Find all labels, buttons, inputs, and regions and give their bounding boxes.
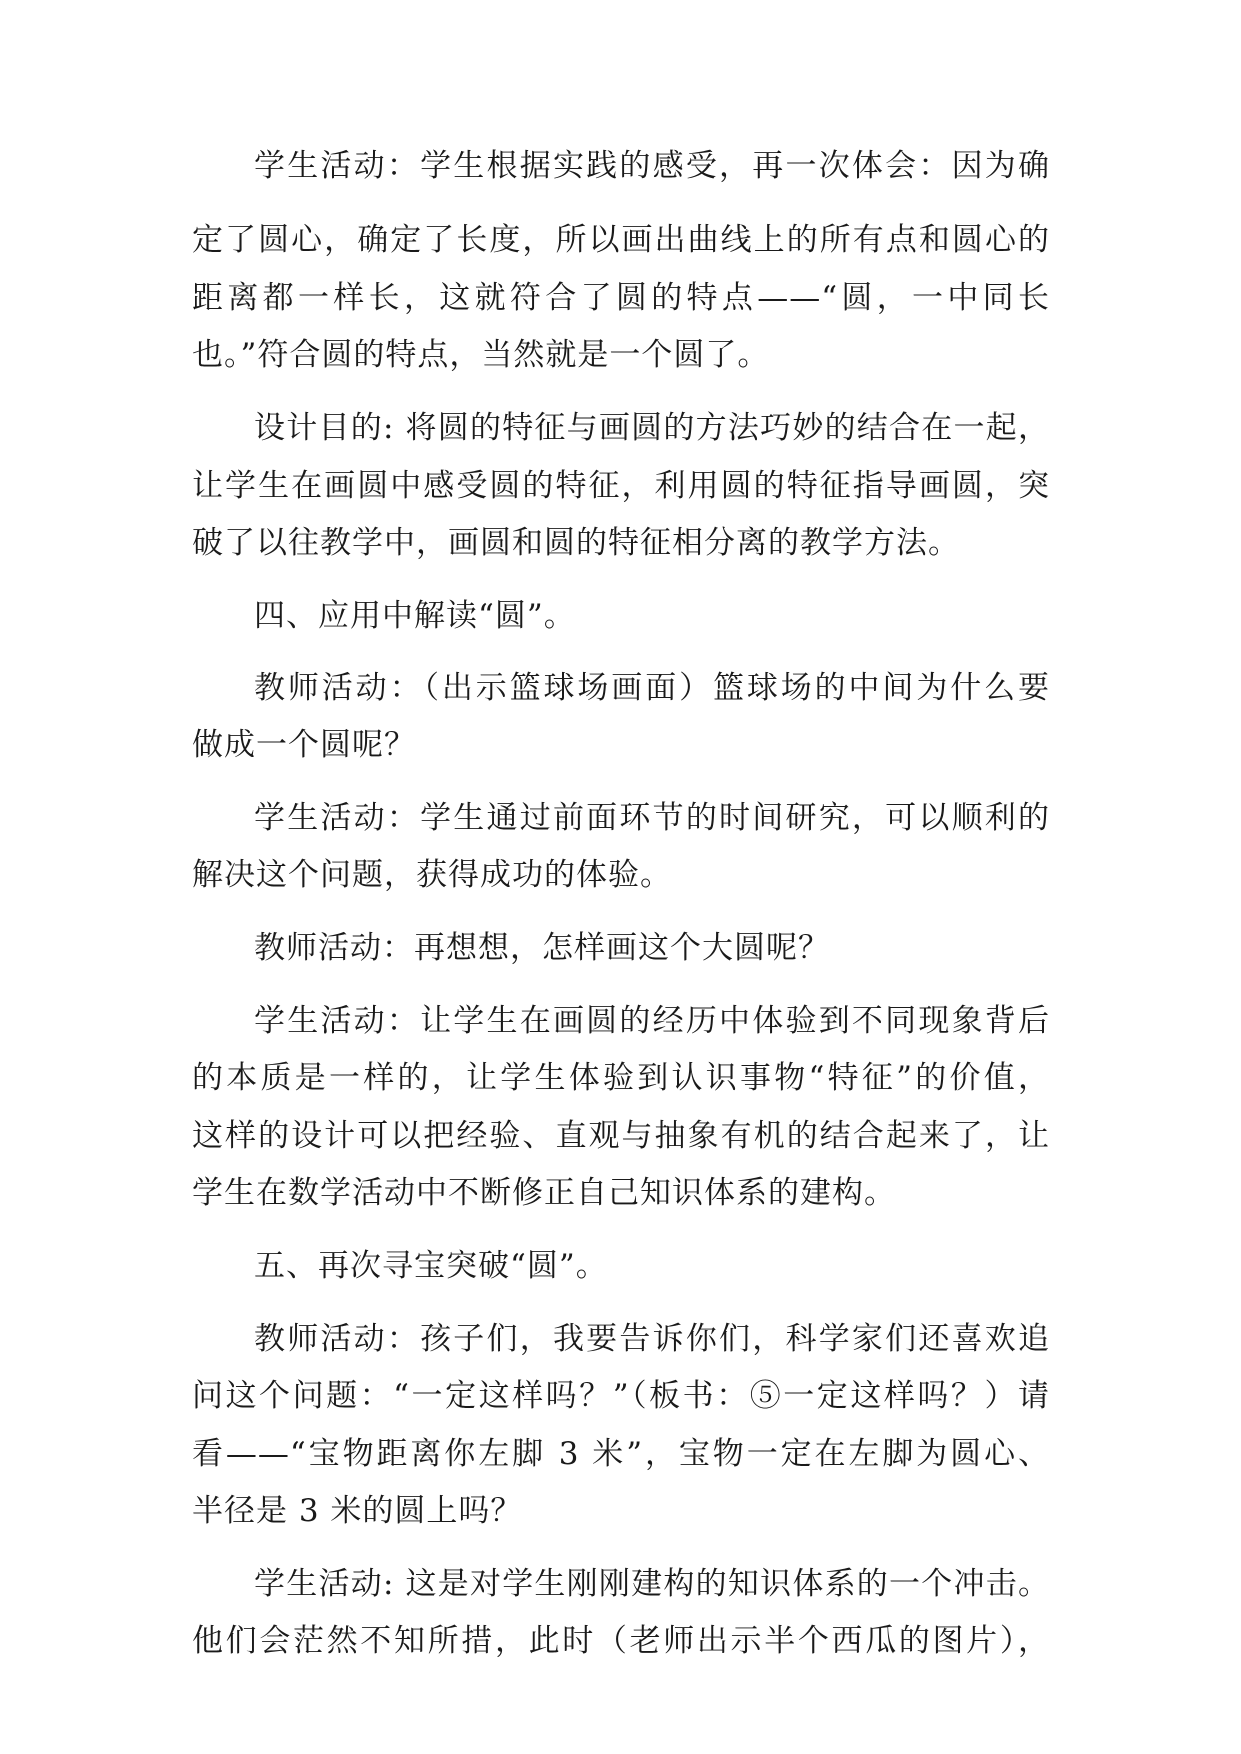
text-line: 问这个问题：“一定这样吗？”（板书：⑤一定这样吗？）请 [192,1378,1050,1414]
text-line: 让学生在画圆中感受圆的特征，利用圆的特征指导画圆，突 [192,468,1050,504]
text-line: 这样的设计可以把经验、直观与抽象有机的结合起来了，让 [192,1118,1050,1154]
text-line: 教师活动：（出示篮球场画面）篮球场的中间为什么要 [254,670,1050,706]
text-line: 学生活动：让学生在画圆的经历中体验到不同现象背后 [254,1003,1050,1039]
text-line: 教师活动：孩子们，我要告诉你们，科学家们还喜欢追 [254,1321,1050,1357]
text-line: 解决这个问题，获得成功的体验。 [192,857,672,893]
text-line: 也。”符合圆的特点，当然就是一个圆了。 [192,337,770,373]
text-line: 教师活动：再想想，怎样画这个大圆呢？ [254,930,830,966]
text-line: 做成一个圆呢？ [192,727,416,763]
text-line: 学生活动：学生通过前面环节的时间研究，可以顺利的 [254,800,1050,836]
text-line: 看——“宝物距离你左脚 3 米”，宝物一定在左脚为圆心、 [192,1436,1050,1472]
text-line: 设计目的: 将圆的特征与画圆的方法巧妙的结合在一起， [254,410,1050,446]
text-line: 他们会茫然不知所措，此时（老师出示半个西瓜的图片）， [192,1623,1050,1659]
text-line: 破了以往教学中，画圆和圆的特征相分离的教学方法。 [192,525,960,561]
text-line: 半径是 3 米的圆上吗？ [192,1493,523,1529]
text-line: 学生活动：学生根据实践的感受，再一次体会：因为确 [254,148,1050,184]
text-line: 学生在数学活动中不断修正自己知识体系的建构。 [192,1175,896,1211]
text-line: 的本质是一样的，让学生体验到认识事物“特征”的价值， [192,1060,1050,1096]
text-line: 定了圆心，确定了长度，所以画出曲线上的所有点和圆心的 [192,222,1050,258]
text-line: 距离都一样长，这就符合了圆的特点——“圆，一中同长 [192,280,1050,316]
section-heading: 五、再次寻宝突破“圆”。 [254,1248,608,1284]
section-heading: 四、应用中解读“圆”。 [254,598,576,634]
text-line: 学生活动: 这是对学生刚刚建构的知识体系的一个冲击。 [254,1566,1050,1602]
